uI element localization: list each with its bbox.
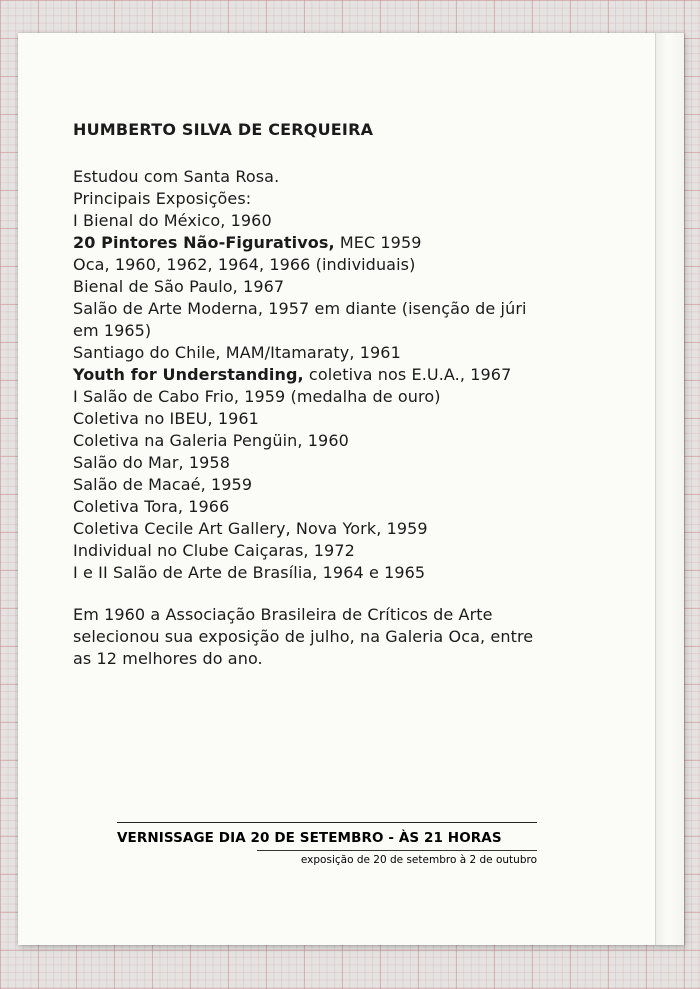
bio-line bbox=[73, 276, 633, 298]
bio-line bbox=[73, 232, 633, 254]
bio-line bbox=[73, 496, 633, 518]
bio-line-text: Salão de Macaé, 1959 bbox=[73, 475, 253, 494]
bio-line bbox=[73, 320, 633, 342]
card-content bbox=[73, 120, 633, 670]
note-line: as 12 melhores do ano. bbox=[73, 649, 263, 668]
exhibition-dates: exposição de 20 de setembro à 2 de outubro bbox=[257, 850, 537, 866]
vernissage-line: VERNISSAGE DIA 20 DE SETEMBRO - ÀS 21 HORAS bbox=[117, 830, 502, 846]
bio-line-text: I Salão de Cabo Frio, 1959 (medalha de ouro) bbox=[73, 387, 441, 406]
bio-line-text: Principais Exposições: bbox=[73, 189, 252, 208]
bio-line-text: Coletiva Tora, 1966 bbox=[73, 497, 230, 516]
note-line: Em 1960 a Associação Brasileira de Críticos de Arte bbox=[73, 605, 493, 624]
bio-line-text: Estudou com Santa Rosa. bbox=[73, 167, 280, 186]
bio-line bbox=[73, 210, 633, 232]
bio-line bbox=[73, 562, 633, 584]
bio-line bbox=[73, 364, 633, 386]
bio-line-text: em 1965) bbox=[73, 321, 152, 340]
bio-line-text: Bienal de São Paulo, 1967 bbox=[73, 277, 285, 296]
bio-line-text: Coletiva Cecile Art Gallery, Nova York, 1959 bbox=[73, 519, 428, 538]
note-line: selecionou sua exposição de julho, na Galeria Oca, entre bbox=[73, 627, 534, 646]
bio-line-text: Santiago do Chile, MAM/Itamaraty, 1961 bbox=[73, 343, 401, 362]
artist-name: HUMBERTO SILVA DE CERQUEIRA bbox=[73, 120, 374, 139]
bio-line-text: Coletiva na Galeria Pengüin, 1960 bbox=[73, 431, 349, 450]
critics-note bbox=[73, 604, 633, 670]
bio-line bbox=[73, 298, 633, 320]
bio-line bbox=[73, 474, 633, 496]
card-fold bbox=[655, 33, 685, 945]
bio-line-emphasis: 20 Pintores Não-Figurativos, bbox=[73, 233, 335, 252]
bio-line bbox=[73, 254, 633, 276]
exhibition-list bbox=[73, 166, 633, 584]
bio-line-text: I Bienal do México, 1960 bbox=[73, 211, 272, 230]
bio-line-text: MEC 1959 bbox=[334, 233, 422, 252]
bio-line-text: Salão do Mar, 1958 bbox=[73, 453, 230, 472]
bio-line bbox=[73, 188, 633, 210]
bio-line-text: coletiva nos E.U.A., 1967 bbox=[303, 365, 512, 384]
bio-line bbox=[73, 166, 633, 188]
bio-line-text: Coletiva no IBEU, 1961 bbox=[73, 409, 259, 428]
bio-line bbox=[73, 430, 633, 452]
bio-line bbox=[73, 518, 633, 540]
footer bbox=[117, 822, 537, 866]
bio-line-text: Individual no Clube Caiçaras, 1972 bbox=[73, 541, 355, 560]
bio-line-text: Salão de Arte Moderna, 1957 em diante (isenção de júri bbox=[73, 299, 527, 318]
bio-line-emphasis: Youth for Understanding, bbox=[73, 365, 304, 384]
bio-line-text: I e II Salão de Arte de Brasília, 1964 e 1965 bbox=[73, 563, 426, 582]
bio-line-text: Oca, 1960, 1962, 1964, 1966 (individuais) bbox=[73, 255, 416, 274]
bio-line bbox=[73, 342, 633, 364]
bio-line bbox=[73, 386, 633, 408]
bio-line bbox=[73, 408, 633, 430]
bio-line bbox=[73, 540, 633, 562]
bio-line bbox=[73, 452, 633, 474]
